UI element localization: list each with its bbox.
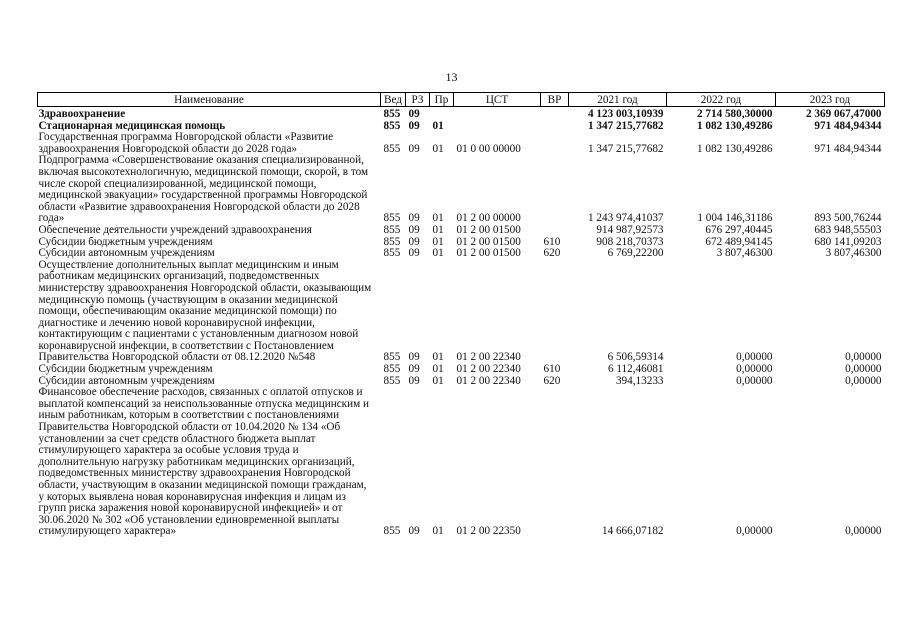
row-pr: 01 [432, 375, 444, 387]
row-rz: 09 [408, 364, 420, 376]
row-2022: 0,00000 [736, 375, 773, 387]
row-2022: 1 004 146,31186 [697, 212, 773, 225]
row-2023: 0,00000 [845, 351, 882, 364]
row-name: Осуществление дополнительных выплат медицинским и иным работникам медицинских организаций, подведомственных министерству здравоохранения Новгородской области, оказывающим медицинскую помощь (участвующим в оказании медицинской помощи, обеспечивающим оказание медицинской помощи) по диагностике и лечению новой коронавирусной инфекции, контактирующим с пациентами с установленным диагнозом новой коронавирусной инфекции, в соответствии с Постановлением Правительства Новгородской области от 08.12.2020 №548 [38, 259, 372, 364]
row-2023: 971 484,94344 [814, 120, 882, 132]
row-vr [541, 260, 569, 364]
row-ved: 855 [383, 248, 401, 260]
row-cst: 01 2 00 01500 [456, 248, 521, 260]
row-name: Государственная программа Новгородской области «Развитие здравоохранения Новгородской области до 2028 года» [38, 132, 334, 155]
row-2022: 1 082 130,49286 [696, 142, 773, 155]
row-rz: 09 [408, 375, 420, 387]
row-2023: 0,00000 [845, 525, 882, 538]
row-vr: 620 [543, 248, 561, 260]
row-cst: 01 2 00 22350 [456, 525, 521, 538]
row-vr [541, 132, 569, 155]
table-row [38, 376, 885, 388]
row-cst: 01 2 00 01500 [456, 224, 521, 236]
row-pr: 01 [432, 120, 444, 132]
row-pr: 01 [432, 224, 444, 236]
table-header-row [38, 93, 885, 107]
row-vr: 610 [543, 364, 561, 376]
row-rz: 09 [408, 236, 420, 248]
row-ved: 855 [383, 142, 401, 155]
row-2021: 1 243 974,41037 [587, 212, 664, 225]
table-row [38, 155, 885, 225]
row-vr [541, 225, 569, 237]
table-row [38, 364, 885, 376]
row-rz: 09 [408, 142, 420, 155]
row-cst [454, 121, 541, 133]
row-vr [541, 121, 569, 133]
row-vr: 610 [543, 236, 561, 248]
row-pr: 01 [432, 142, 444, 155]
row-pr: 01 [432, 351, 444, 364]
row-rz: 09 [408, 212, 420, 225]
table-row [38, 387, 885, 538]
row-name: Здравоохранение [38, 108, 126, 120]
page-number: 13 [445, 70, 458, 84]
row-2021: 1 347 215,77682 [587, 142, 664, 155]
row-name: Стационарная медицинская помощь [38, 120, 226, 132]
row-ved: 855 [383, 375, 401, 387]
col-header-2021: 2021 год [569, 93, 667, 107]
row-rz: 09 [408, 351, 420, 364]
table-row [38, 248, 885, 260]
row-cst: 01 2 00 22340 [456, 375, 521, 387]
row-2021: 394,13233 [615, 375, 664, 387]
row-2021: 14 666,07182 [601, 525, 664, 538]
row-cst: 01 0 00 00000 [456, 142, 521, 155]
row-2023: 680 141,09203 [814, 236, 882, 248]
row-pr: 01 [432, 248, 444, 260]
row-2023: 0,00000 [845, 375, 882, 387]
row-ved: 855 [383, 212, 401, 225]
row-2021: 1 347 215,77682 [587, 120, 664, 132]
row-ved: 855 [383, 108, 401, 120]
row-pr: 01 [432, 212, 444, 225]
row-2022: 2 714 580,30000 [696, 108, 773, 120]
row-ved: 855 [383, 224, 401, 236]
row-2022: 3 807,46300 [716, 248, 773, 260]
row-ved: 855 [383, 364, 401, 376]
row-2022: 672 489,94145 [705, 236, 773, 248]
row-pr: 01 [432, 525, 444, 538]
table-row [38, 260, 885, 364]
row-vr [541, 387, 569, 538]
row-pr [430, 107, 454, 121]
row-vr [541, 107, 569, 121]
row-name: Субсидии бюджетным учреждениям [38, 236, 213, 248]
row-2021: 6 112,46081 [607, 364, 664, 376]
row-ved: 855 [383, 351, 401, 364]
row-2021: 908 218,70373 [596, 236, 664, 248]
row-vr: 620 [543, 375, 561, 387]
col-header-2022: 2022 год [667, 93, 776, 107]
row-2021: 6 769,22200 [607, 248, 664, 260]
row-rz: 09 [408, 120, 420, 132]
col-header-vr: ВР [541, 93, 569, 107]
row-pr: 01 [432, 364, 444, 376]
row-ved: 855 [383, 120, 401, 132]
col-header-ved: Вед [381, 93, 406, 107]
row-name: Обеспечение деятельности учреждений здравоохранения [38, 224, 312, 236]
row-2023: 971 484,94344 [814, 142, 882, 155]
row-rz: 09 [408, 248, 420, 260]
row-2021: 6 506,59314 [607, 351, 664, 364]
table-row [38, 121, 885, 133]
col-header-rz: РЗ [406, 93, 430, 107]
row-cst: 01 2 00 00000 [456, 212, 521, 225]
row-ved: 855 [383, 525, 401, 538]
budget-table [37, 92, 885, 538]
row-2022: 0,00000 [736, 351, 773, 364]
table-row [38, 132, 885, 155]
row-2023: 3 807,46300 [825, 248, 882, 260]
row-name: Подпрограмма «Совершенствование оказания специализированной, включая высокотехнологичную, медицинской помощи, скорой, в том числе скорой специализированной, медицинской помощи, медицинской эвакуации» государственной программы Новгородской области «Развитие здравоохранения Новгородской области до 2028 года» [38, 155, 369, 225]
row-rz: 09 [408, 224, 420, 236]
row-2023: 2 369 067,47000 [805, 108, 882, 120]
table-row [38, 225, 885, 237]
row-cst [454, 107, 541, 121]
table-row [38, 107, 885, 121]
row-2022: 0,00000 [736, 525, 773, 538]
row-pr: 01 [432, 236, 444, 248]
row-2023: 683 948,55503 [814, 224, 882, 236]
row-name: Субсидии автономным учреждениям [38, 248, 215, 260]
row-cst: 01 2 00 22340 [456, 351, 521, 364]
row-2021: 914 987,92573 [596, 224, 664, 236]
row-cst: 01 2 00 01500 [456, 236, 521, 248]
row-rz: 09 [408, 525, 420, 538]
row-rz: 09 [408, 108, 420, 120]
col-header-pr: Пр [430, 93, 454, 107]
row-2022: 1 082 130,49286 [696, 120, 773, 132]
row-name: Финансовое обеспечение расходов, связанных с оплатой отпусков и выплатой компенсаций за неиспользованные отпуска медицинским и иным работникам, которым в соответствии с постановлениями Правительства Новгородской области от 10.04.2020 № 134 «Об установлении за счет средств областного бюджета выплат стимулирующего характера за особые условия труда и дополнительную нагрузку работникам медицинских организаций, подведомственных министерству здравоохранения Новгородской области, участвующим в оказании медицинской помощи гражданам, у которых выявлена новая коронавирусная инфекция и лицам из групп риска заражения новой коронавирусной инфекцией» и от 30.06.2020 № 302 «Об установлении единовременной выплаты стимулирующего характера» [38, 387, 369, 538]
col-header-cst: ЦСТ [454, 93, 541, 107]
row-name: Субсидии бюджетным учреждениям [38, 364, 213, 376]
row-2021: 4 123 003,10939 [587, 108, 664, 120]
col-header-2023: 2023 год [776, 93, 885, 107]
row-2022: 676 297,40445 [705, 224, 773, 236]
row-cst: 01 2 00 22340 [456, 364, 521, 376]
row-ved: 855 [383, 236, 401, 248]
row-2023: 0,00000 [845, 364, 882, 376]
row-name: Субсидии автономным учреждениям [38, 375, 215, 387]
col-header-name: Наименование [38, 93, 381, 107]
row-2022: 0,00000 [736, 364, 773, 376]
row-vr [541, 155, 569, 225]
table-row [38, 237, 885, 249]
row-2023: 893 500,76244 [814, 212, 882, 225]
